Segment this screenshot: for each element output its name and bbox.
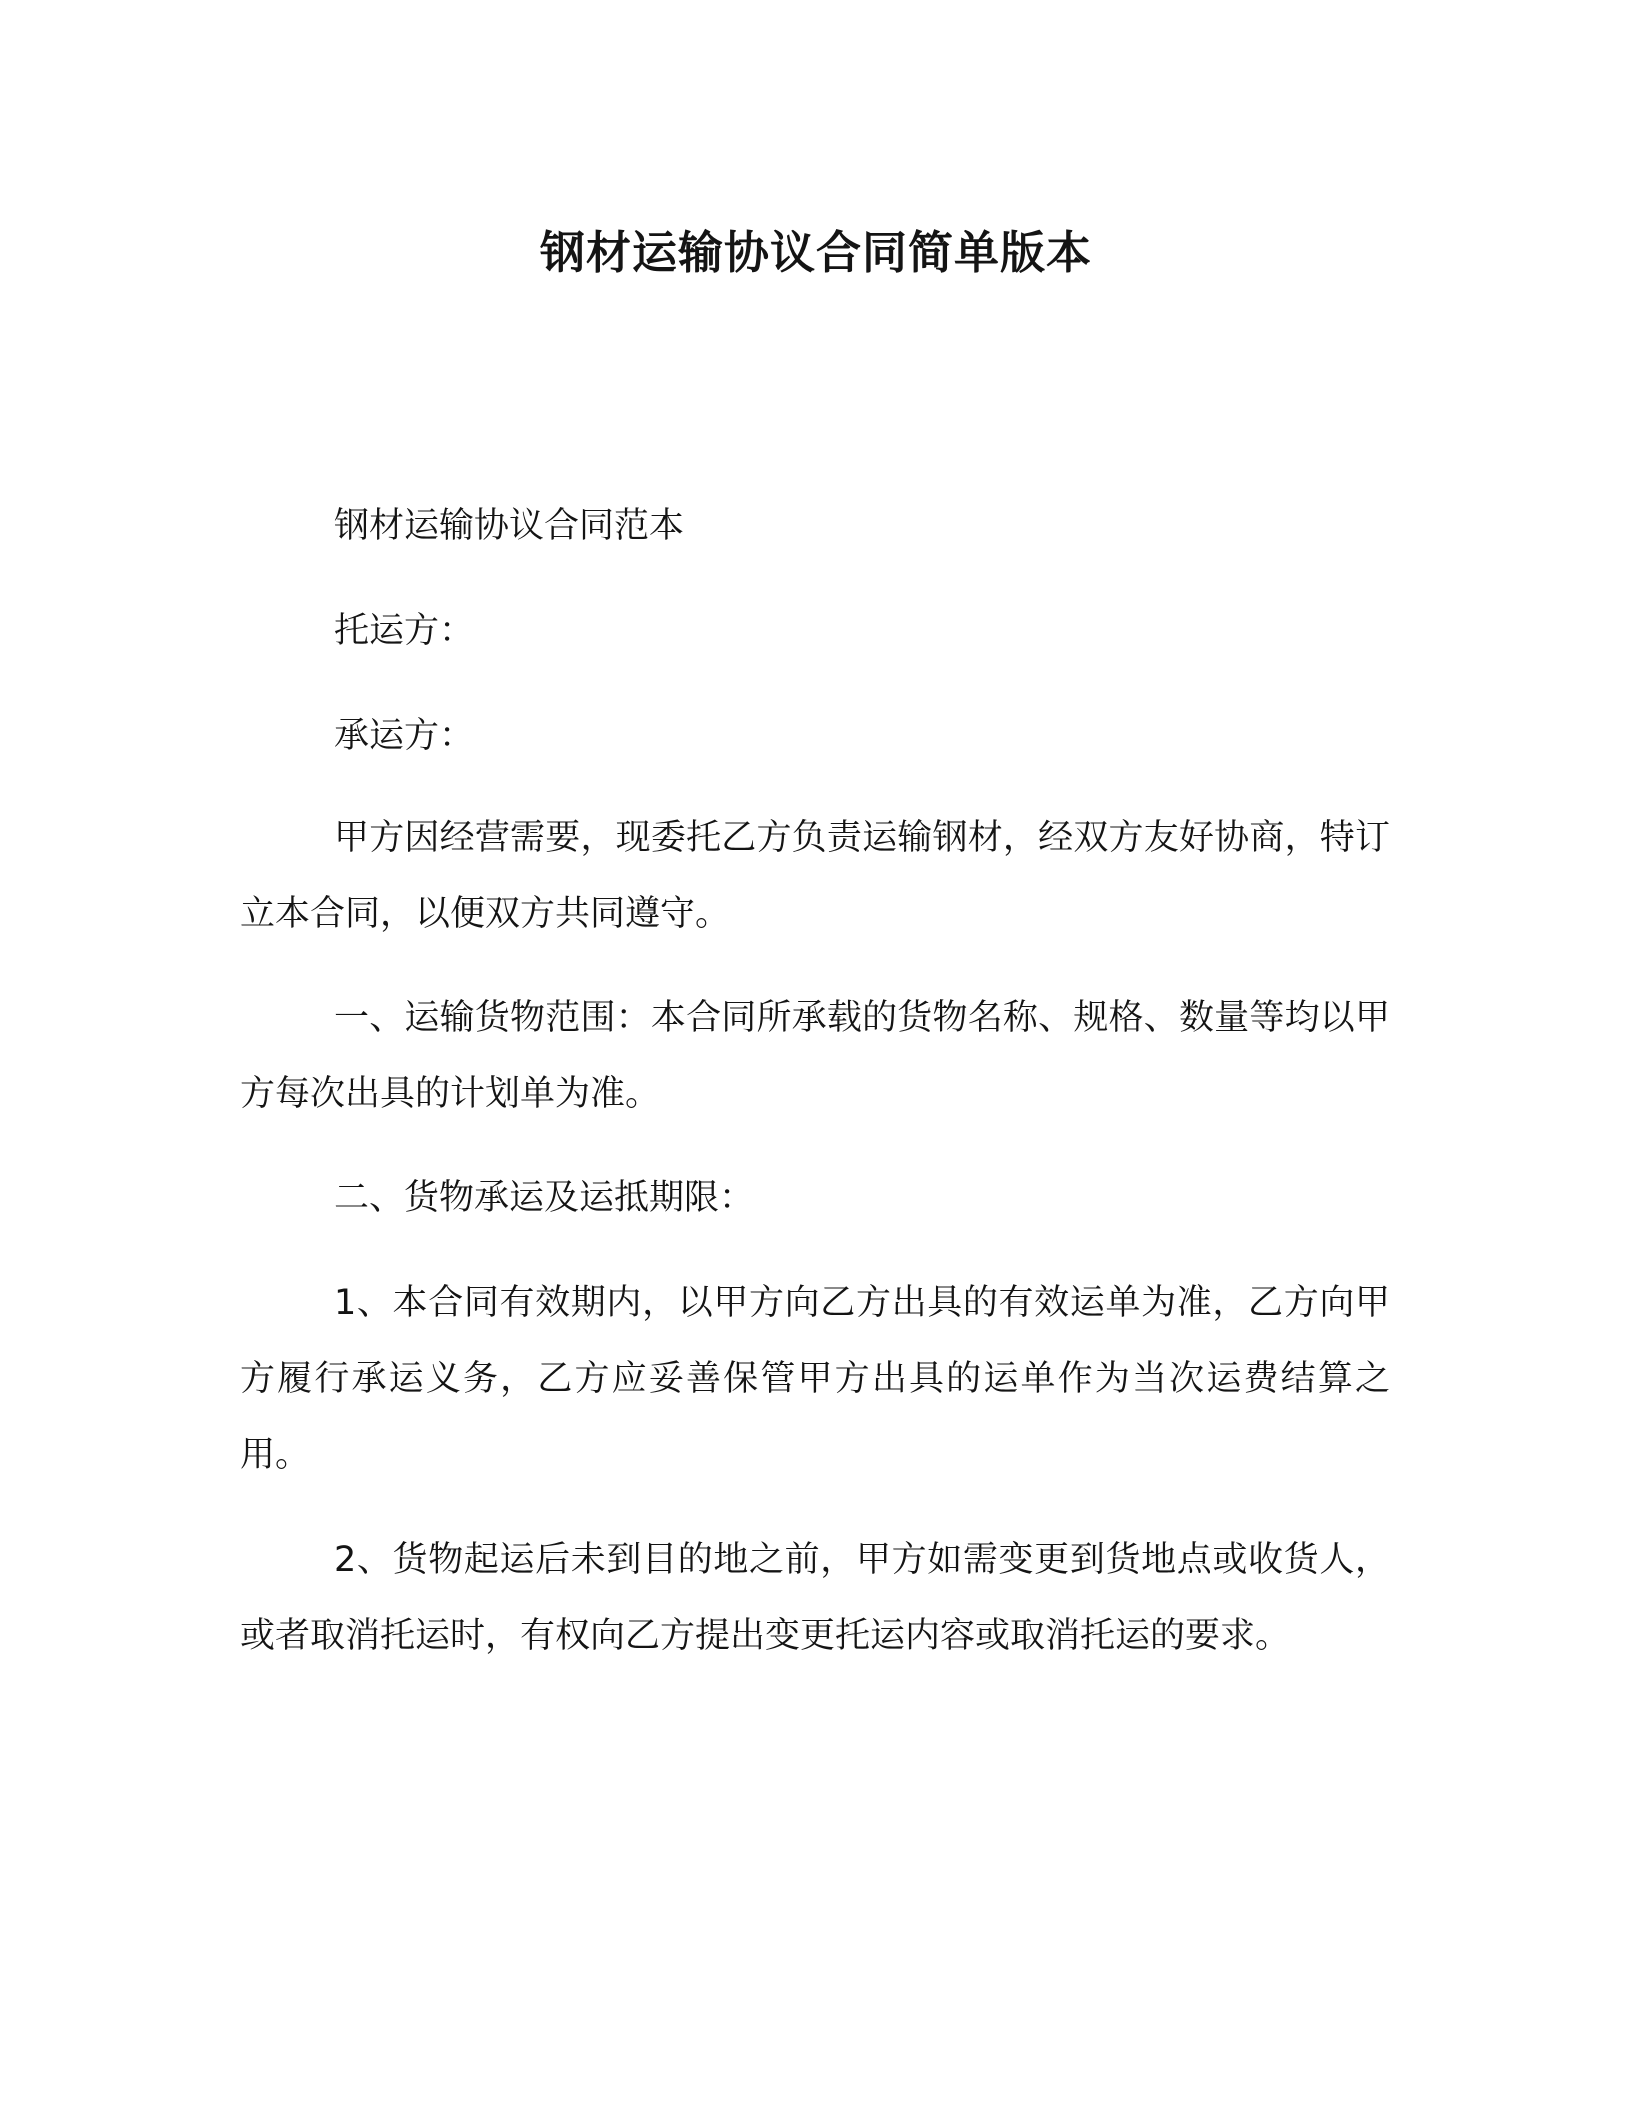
contract-subtitle: 钢材运输协议合同范本 (334, 506, 685, 546)
clause-2: 2、货物起运后未到目的地之前，甲方如需变更到货地点或收货人，或者取消托运时，有权向乙方提出变更托运内容或取消托运的要求。 (240, 1540, 1390, 1656)
carrier-label: 承运方： (334, 716, 475, 756)
clause-1: 1、本合同有效期内，以甲方向乙方出具的有效运单为准，乙方向甲方履行承运义务，乙方应妥善保管甲方出具的运单作为当次运费结算之用。 (240, 1283, 1390, 1475)
section-delivery-deadline-heading: 二、货物承运及运抵期限： (334, 1178, 755, 1218)
section-transport-scope: 一、运输货物范围：本合同所承载的货物名称、规格、数量等均以甲方每次出具的计划单为准。 (240, 998, 1390, 1114)
shipper-label: 托运方： (334, 611, 475, 651)
intro-paragraph: 甲方因经营需要，现委托乙方负责运输钢材，经双方友好协商，特订立本合同，以便双方共同遵守。 (240, 818, 1390, 934)
document-title: 钢材运输协议合同简单版本 (539, 226, 1092, 279)
